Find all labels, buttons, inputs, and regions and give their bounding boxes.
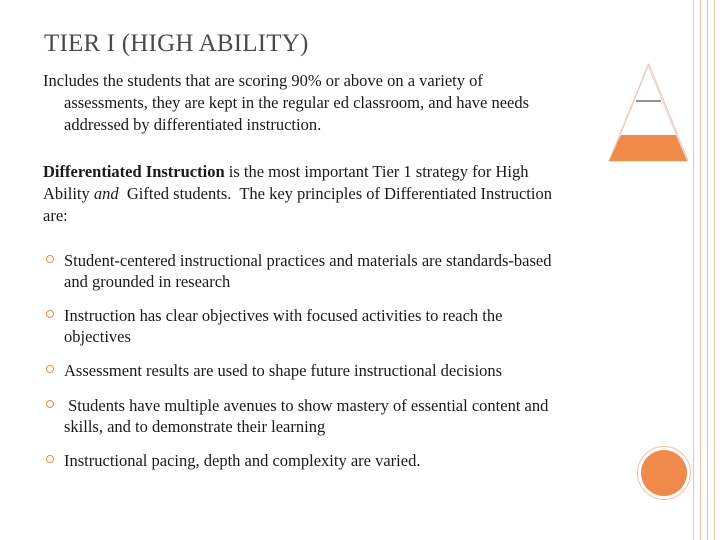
differentiated-instruction-paragraph xyxy=(43,161,613,227)
bullet-icon xyxy=(46,365,54,373)
tier-pyramid-icon xyxy=(607,63,689,163)
di-line xyxy=(43,183,613,205)
di-italic-text: and xyxy=(93,184,119,203)
list-item-text: Student-centered instructional practices and materials are standards-based xyxy=(64,251,552,270)
di-text: Gifted students. The key principles of Differentiated Instruction xyxy=(118,184,552,203)
list-item-text: Assessment results are used to shape future instructional decisions xyxy=(64,361,503,380)
di-line xyxy=(43,161,613,183)
decorative-line xyxy=(707,0,708,540)
list-item-text: skills, and to demonstrate their learning xyxy=(64,417,326,436)
di-line: are: xyxy=(43,206,68,225)
intro-line: assessments, they are kept in the regular ed classroom, and have needs xyxy=(64,93,530,112)
di-bold-term: Differentiated Instruction xyxy=(43,162,225,181)
intro-line: addressed by differentiated instruction. xyxy=(64,115,322,134)
intro-line: Includes the students that are scoring 90% or above on a variety of xyxy=(43,71,483,90)
list-item-text: Instructional pacing, depth and complexity are varied. xyxy=(64,451,421,470)
intro-paragraph xyxy=(43,70,603,136)
bullet-icon xyxy=(46,255,54,263)
list-item-text: Students have multiple avenues to show mastery of essential content and xyxy=(64,396,549,415)
decorative-line xyxy=(714,0,715,540)
decorative-line xyxy=(693,0,694,540)
bullet-icon xyxy=(46,400,54,408)
di-text: Ability xyxy=(43,184,94,203)
bullet-icon xyxy=(46,310,54,318)
decorative-circle xyxy=(641,450,687,496)
di-text: is the most important Tier 1 strategy for High xyxy=(224,162,529,181)
decorative-line xyxy=(700,0,701,540)
list-item-text: and grounded in research xyxy=(64,272,231,291)
list-item-text: objectives xyxy=(64,327,131,346)
bullet-icon xyxy=(46,455,54,463)
slide-title: TIER I (HIGH ABILITY) xyxy=(44,30,309,57)
list-item-text: Instruction has clear objectives with focused activities to reach the xyxy=(64,306,503,325)
